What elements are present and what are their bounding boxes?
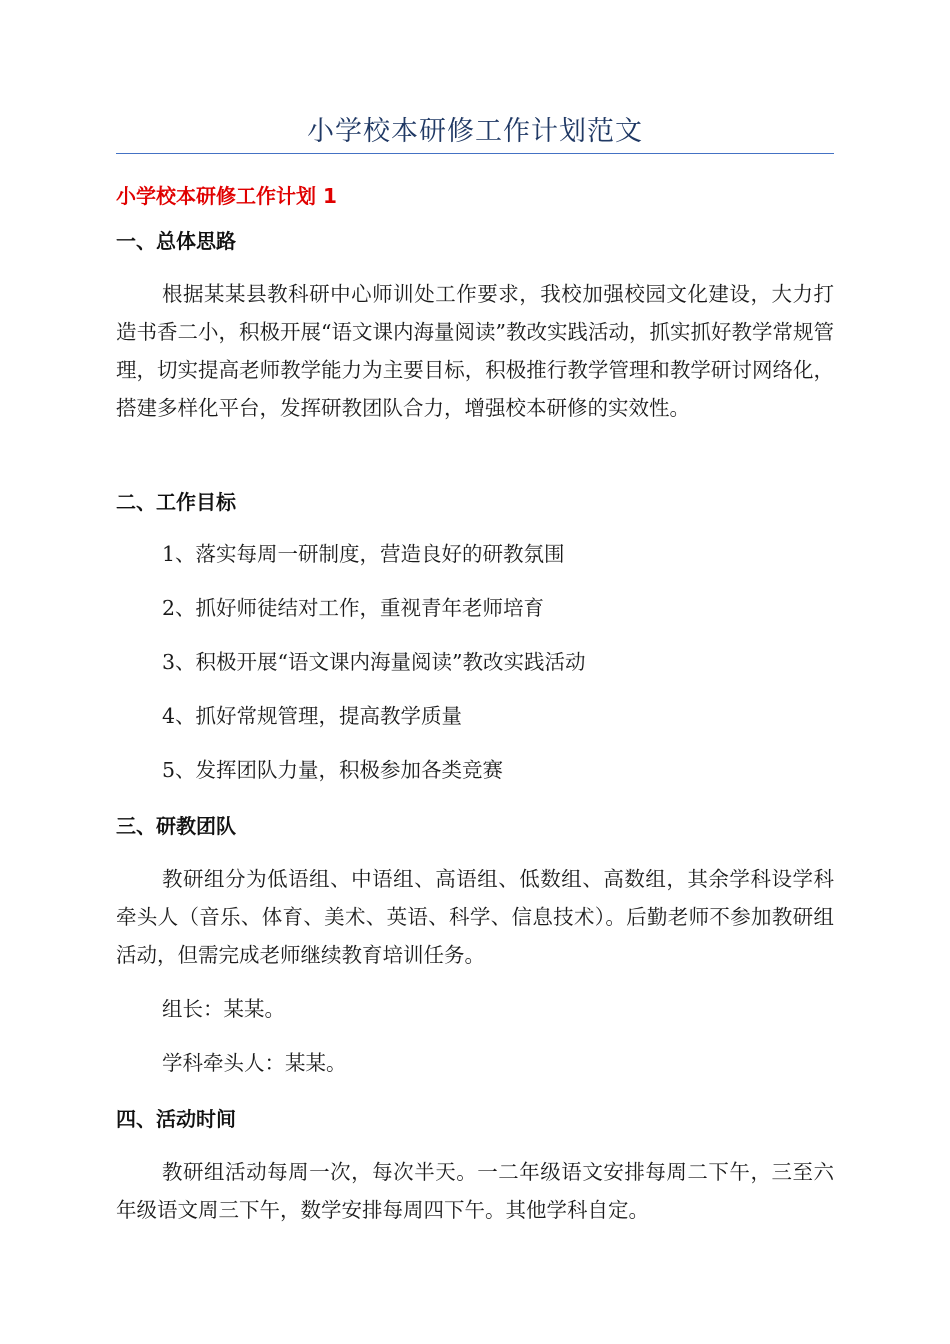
paragraph-overall-approach: 根据某某县教科研中心师训处工作要求，我校加强校园文化建设，大力打造书香二小，积极开展“语文课内海量阅读”教改实践活动，抓实抓好教学常规管理，切实提高老师教学能力为主要目标，积极推行教学管理和教学研讨网络化，搭建多样化平台，发挥研教团队合力，增强校本研修的实效性。 — [116, 282, 834, 420]
paragraph-research-team: 教研组分为低语组、中语组、高语组、低数组、高数组，其余学科设学科牵头人（音乐、体育、美术、英语、科学、信息技术）。后勤老师不参加教研组活动，但需完成老师继续教育培训任务。 — [116, 867, 834, 967]
paragraph-activity-time: 教研组活动每周一次，每次半天。一二年级语文安排每周二下午，三至六年级语文周三下午，数学安排每周四下午。其他学科自定。 — [116, 1160, 834, 1222]
goal-item-5: 5、发挥团队力量，积极参加各类竞赛 — [162, 758, 504, 782]
section-heading-overall-approach: 一、总体思路 — [116, 229, 236, 253]
section-heading-research-team: 三、研教团队 — [116, 814, 236, 838]
goal-item-3: 3、积极开展“语文课内海量阅读”教改实践活动 — [162, 650, 586, 674]
section-heading-activity-time: 四、活动时间 — [116, 1107, 236, 1131]
plan-heading: 小学校本研修工作计划 1 — [116, 184, 337, 208]
section-heading-work-goals: 二、工作目标 — [116, 490, 236, 514]
title-underline-rule — [116, 153, 834, 154]
team-leader-line: 组长：某某。 — [162, 997, 285, 1021]
goal-item-4: 4、抓好常规管理，提高教学质量 — [162, 704, 463, 728]
document-title: 小学校本研修工作计划范文 — [307, 116, 643, 147]
goal-item-1: 1、落实每周一研制度，营造良好的研教氛围 — [162, 542, 565, 566]
subject-lead-line: 学科牵头人：某某。 — [162, 1051, 347, 1075]
goal-item-2: 2、抓好师徒结对工作，重视青年老师培育 — [162, 596, 545, 620]
